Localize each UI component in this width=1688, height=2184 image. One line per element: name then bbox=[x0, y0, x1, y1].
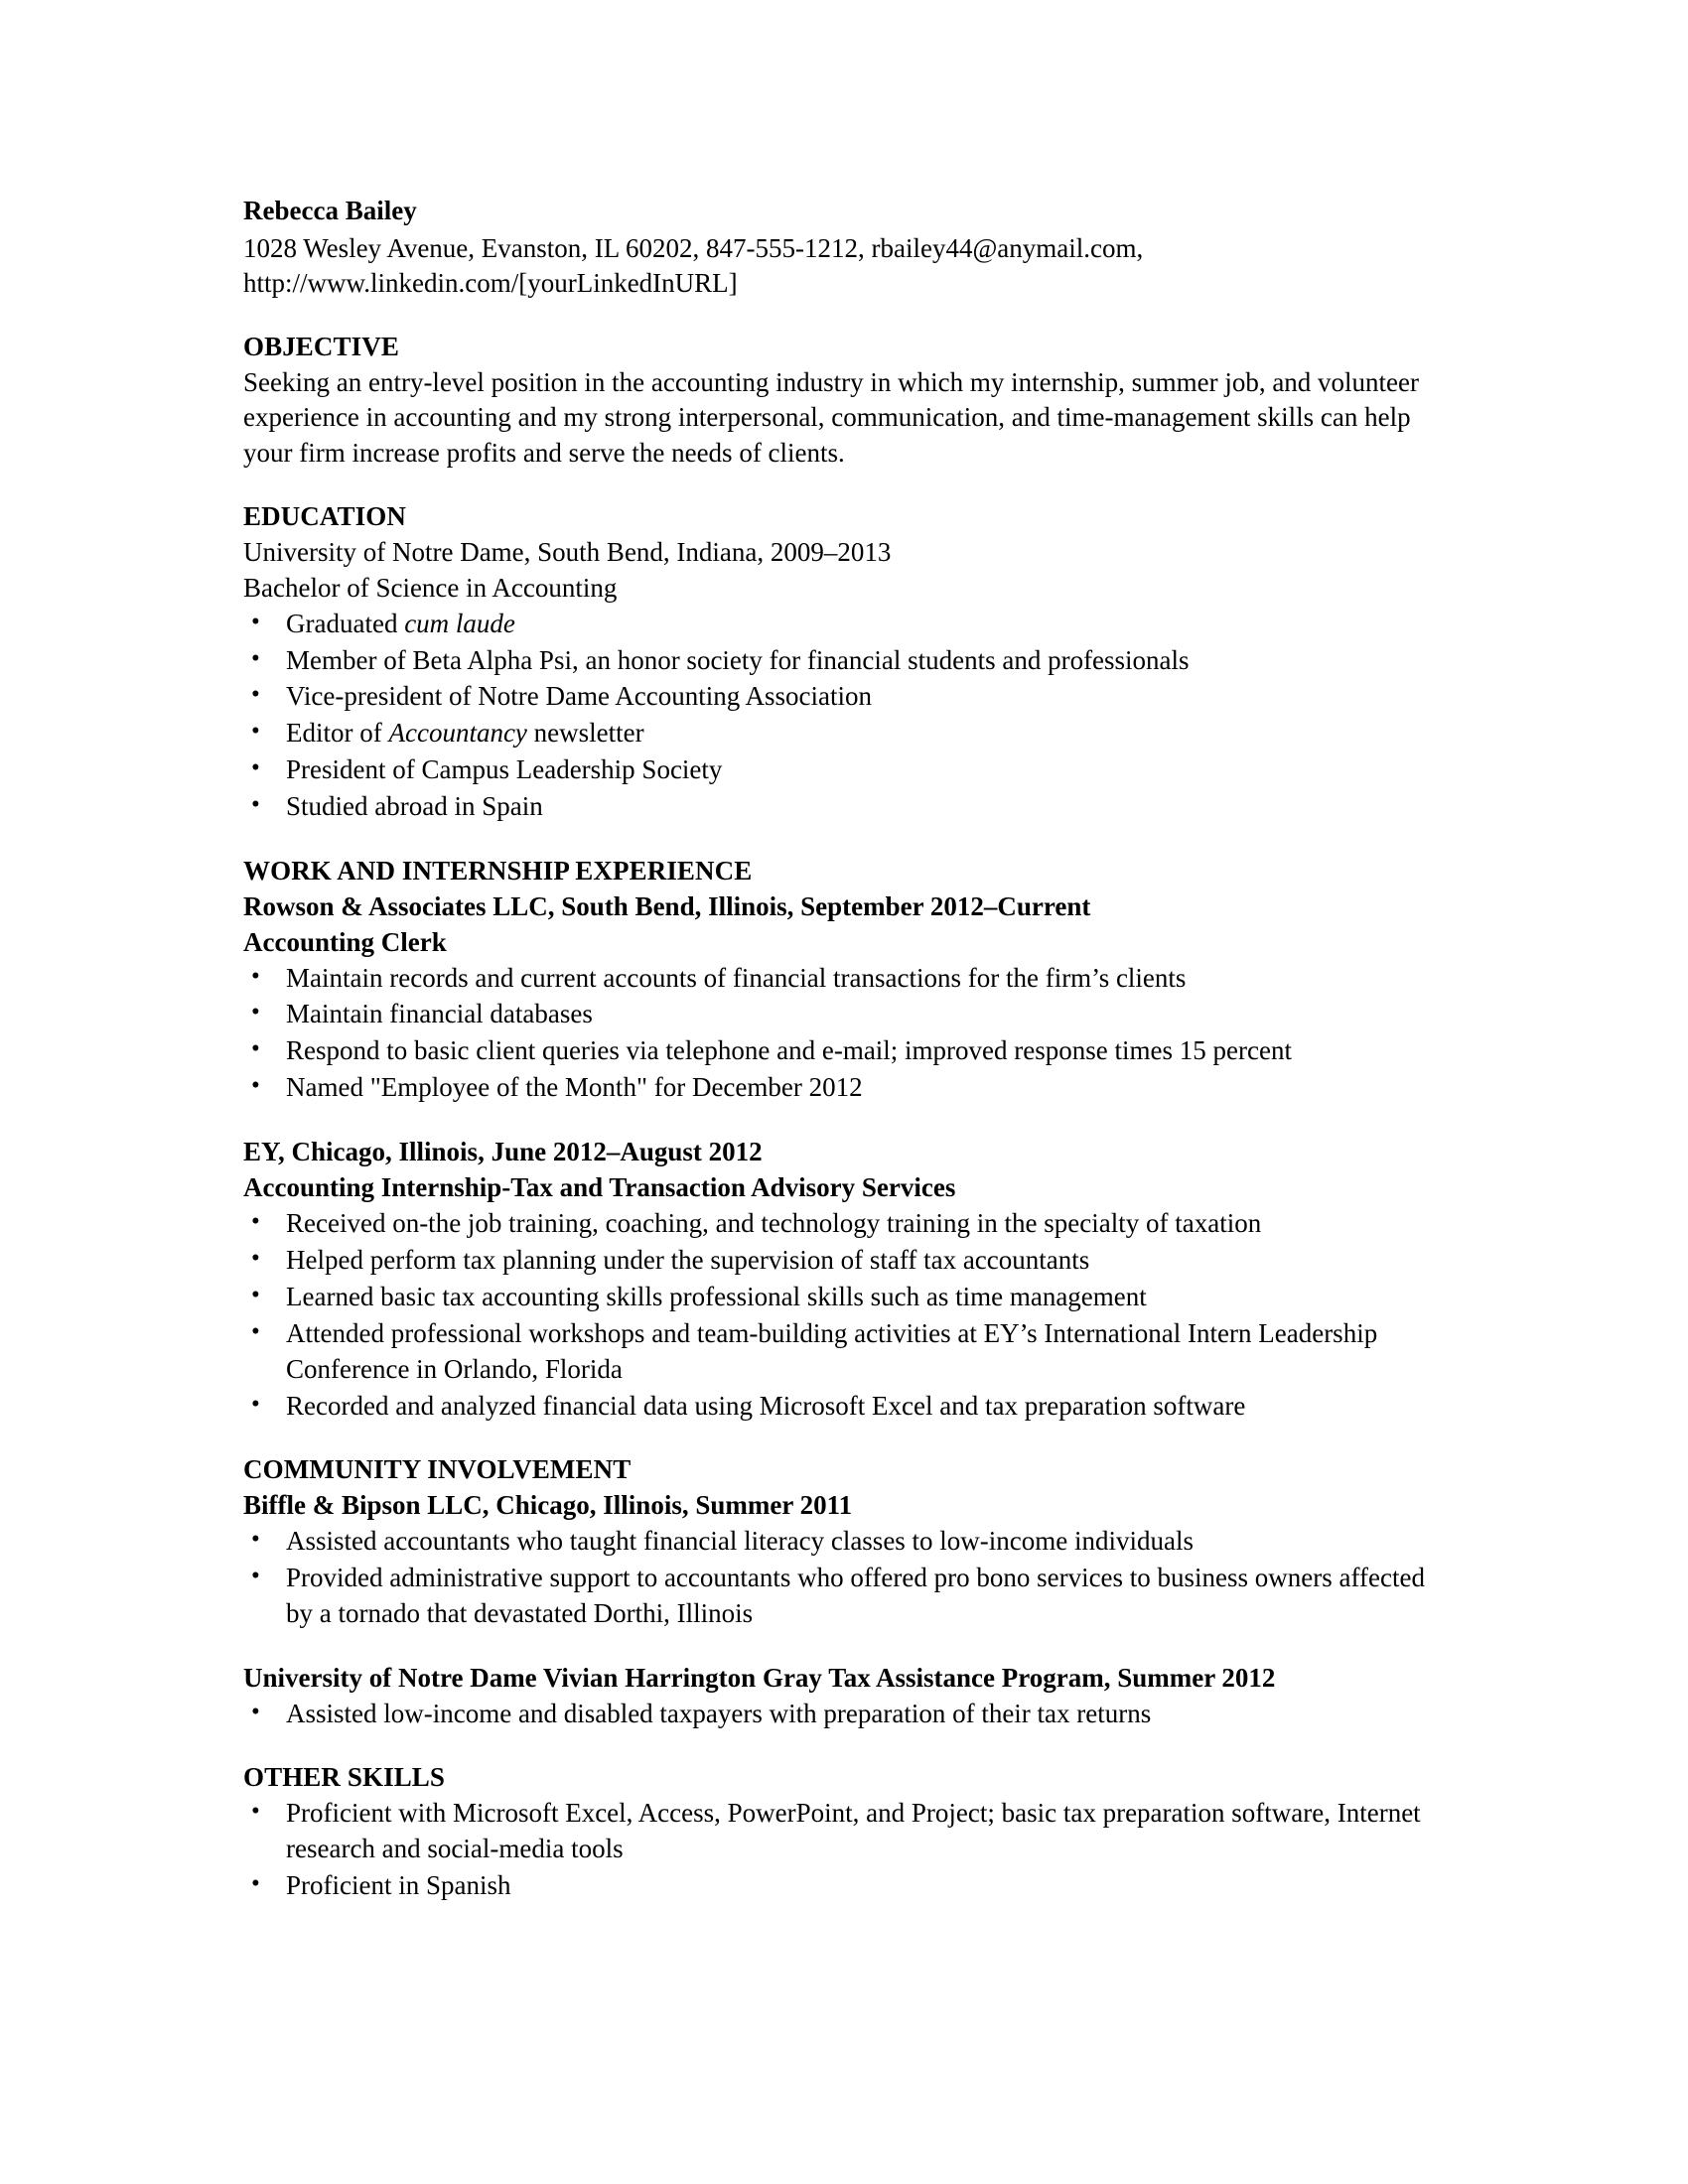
other-skills-bullet-list bbox=[243, 1796, 1455, 1904]
bullet-item: • Provided administrative support to accountants who offered pro bono services to business owners affected by a tornado that devastated Dorthi, Illinois bbox=[243, 1561, 1455, 1632]
bullet-italic-text: cum laude bbox=[404, 608, 515, 638]
candidate-name: Rebecca Bailey bbox=[243, 196, 417, 225]
objective-heading: OBJECTIVE bbox=[243, 331, 399, 361]
work-bullet-list bbox=[243, 1206, 1455, 1424]
header-block bbox=[243, 194, 1455, 302]
bullet-item: • Helped perform tax planning under the supervision of staff tax accountants bbox=[243, 1243, 1455, 1279]
bullet-item: • Received on-the job training, coaching, and technology training in the specialty of taxation bbox=[243, 1206, 1455, 1242]
bullet-italic-text: Accountancy bbox=[388, 718, 527, 749]
work-job-entry bbox=[243, 1135, 1455, 1424]
education-bullet-list bbox=[243, 607, 1455, 825]
spacer bbox=[243, 1732, 1455, 1760]
community-entries-container bbox=[243, 1488, 1455, 1731]
work-job-entry bbox=[243, 889, 1455, 1106]
community-bullet-list bbox=[243, 1697, 1455, 1732]
work-jobs-container bbox=[243, 889, 1455, 1425]
bullet-item: • Proficient with Microsoft Excel, Access, PowerPoint, and Project; basic tax preparation software, Internet research and social-media tools bbox=[243, 1796, 1455, 1867]
work-title-line: Accounting Clerk bbox=[243, 926, 447, 957]
bullet-item: • Maintain financial databases bbox=[243, 997, 1455, 1032]
spacer bbox=[243, 1425, 1455, 1452]
work-employer-line: EY, Chicago, Illinois, June 2012–August 2012 bbox=[243, 1137, 763, 1167]
work-heading: WORK AND INTERNSHIP EXPERIENCE bbox=[243, 856, 753, 887]
bullet-item: • Named "Employee of the Month" for December 2012 bbox=[243, 1070, 1455, 1106]
bullet-item: • President of Campus Leadership Society bbox=[243, 752, 1455, 788]
work-title-line: Accounting Internship-Tax and Transaction Advisory Services bbox=[243, 1172, 956, 1203]
other-skills-heading: OTHER SKILLS bbox=[243, 1762, 446, 1793]
bullet-item: • Editor of Accountancy newsletter bbox=[243, 716, 1455, 751]
spacer bbox=[243, 1107, 1455, 1135]
bullet-item: • Vice-president of Notre Dame Accounting Association bbox=[243, 679, 1455, 715]
education-section bbox=[243, 499, 1455, 825]
objective-text: Seeking an entry-level position in the accounting industry in which my internship, summer job, and volunteer experience in accounting and my strong interpersonal, communication, and time-management skills can help your firm increase profits and serve the needs of clients. bbox=[243, 366, 1420, 469]
objective-section bbox=[243, 330, 1455, 472]
bullet-item: • Member of Beta Alpha Psi, an honor society for financial students and professionals bbox=[243, 643, 1455, 679]
community-heading: COMMUNITY INVOLVEMENT bbox=[243, 1454, 632, 1485]
bullet-item: • Proficient in Spanish bbox=[243, 1868, 1455, 1904]
education-heading: EDUCATION bbox=[243, 501, 406, 532]
community-bullet-list bbox=[243, 1524, 1455, 1632]
community-org-line: Biffle & Bipson LLC, Chicago, Illinois, Summer 2011 bbox=[243, 1490, 853, 1521]
bullet-item: • Attended professional workshops and team-building activities at EY’s International Intern Leadership Conference in Orlando, Florida bbox=[243, 1316, 1455, 1388]
other-skills-section bbox=[243, 1760, 1455, 1903]
contact-line-address: 1028 Wesley Avenue, Evanston, IL 60202, 847-555-1212, rbailey44@anymail.com, bbox=[243, 232, 1144, 263]
spacer bbox=[243, 1633, 1455, 1661]
work-bullet-list bbox=[243, 961, 1455, 1107]
spacer bbox=[243, 472, 1455, 499]
education-school: University of Notre Dame, South Bend, Indiana, 2009–2013 bbox=[243, 536, 892, 567]
work-section bbox=[243, 854, 1455, 1424]
spacer bbox=[243, 302, 1455, 330]
community-org-line: University of Notre Dame Vivian Harrington Gray Tax Assistance Program, Summer 2012 bbox=[243, 1662, 1276, 1693]
bullet-item: • Studied abroad in Spain bbox=[243, 789, 1455, 825]
community-entry bbox=[243, 1488, 1455, 1632]
bullet-item: • Graduated cum laude bbox=[243, 607, 1455, 642]
community-section bbox=[243, 1452, 1455, 1731]
education-degree: Bachelor of Science in Accounting bbox=[243, 572, 618, 603]
community-entry bbox=[243, 1661, 1455, 1732]
spacer bbox=[243, 826, 1455, 854]
bullet-item: • Assisted accountants who taught financial literacy classes to low-income individuals bbox=[243, 1524, 1455, 1560]
bullet-item: • Maintain records and current accounts of financial transactions for the firm’s clients bbox=[243, 961, 1455, 997]
contact-line-linkedin: http://www.linkedin.com/[yourLinkedInURL] bbox=[243, 268, 738, 299]
bullet-item: • Learned basic tax accounting skills professional skills such as time management bbox=[243, 1280, 1455, 1315]
work-employer-line: Rowson & Associates LLC, South Bend, Illinois, September 2012–Current bbox=[243, 890, 1091, 921]
bullet-item: • Recorded and analyzed financial data using Microsoft Excel and tax preparation software bbox=[243, 1389, 1455, 1425]
bullet-item: • Assisted low-income and disabled taxpayers with preparation of their tax returns bbox=[243, 1697, 1455, 1732]
bullet-item: • Respond to basic client queries via telephone and e-mail; improved response times 15 percent bbox=[243, 1033, 1455, 1069]
